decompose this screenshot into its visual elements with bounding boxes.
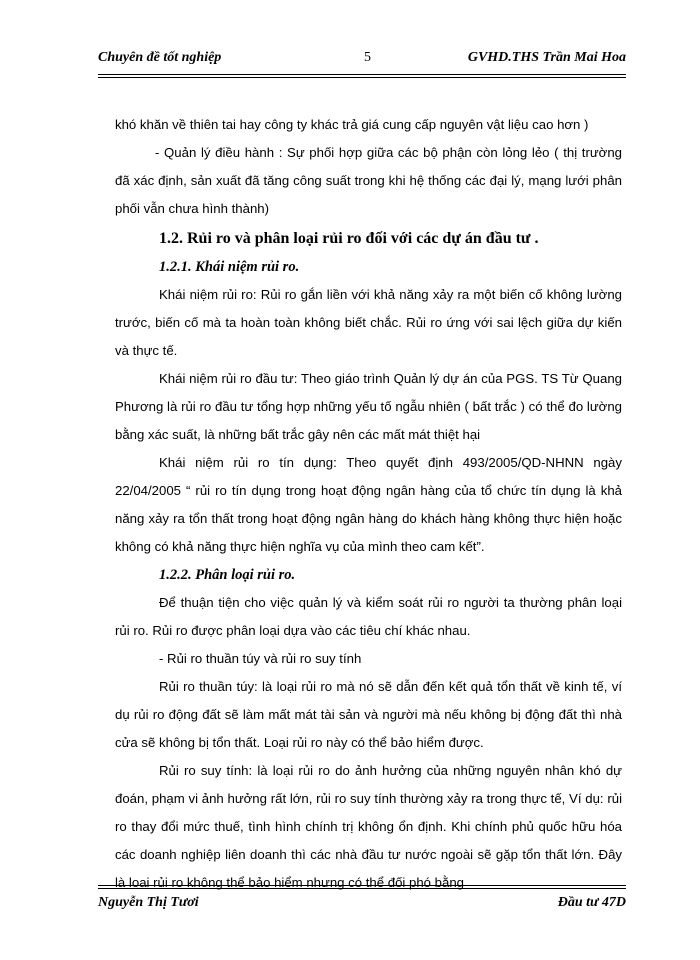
paragraph-credit-risk: Khái niệm rủi ro tín dụng: Theo quyết định 493/2005/QD-NHNN ngày 22/04/2005 “ rủi ro tín dụng trong hoạt động ngân hàng của tổ chức tín dụng là khả năng xảy ra tổn thất trong hoạt động ngân hàng do khách hàng không thực hiện hoặc không có khả năng thực hiện nghĩa vụ của mình theo cam kết”. — [115, 455, 622, 554]
page-body — [115, 111, 622, 897]
footer-class: Đầu tư 47D — [557, 895, 626, 910]
footer-divider — [98, 885, 626, 889]
page-header — [98, 50, 626, 70]
paragraph-investment-risk: Khái niệm rủi ro đầu tư: Theo giáo trình Quản lý dự án của PGS. TS Từ Quang Phương là rủi ro đầu tư tổng hợp những yếu tố ngẫu nhiên ( bất trắc ) có thể đo lường bằng xác suất, là những bất trắc gây nên các mất mát thiệt hại — [115, 371, 622, 442]
header-document-type: Chuyên đề tốt nghiệp — [98, 50, 222, 65]
subsection-heading-1-2-1: 1.2.1. Khái niệm rủi ro. — [159, 259, 300, 275]
paragraph-pure-risk: Rủi ro thuần túy: là loại rủi ro mà nó sẽ dẫn đến kết quả tổn thất về kinh tế, ví dụ rủi ro động đất sẽ làm mất mát tài sản và người mà nếu không bị động đất thì nhà cửa sẽ không bị tổn thất. Loại rủi ro này có thể bảo hiểm được. — [115, 679, 622, 750]
page-number: 5 — [364, 50, 371, 65]
header-divider — [98, 74, 626, 78]
page-footer — [98, 895, 626, 915]
paragraph-management: - Quản lý điều hành : Sự phối hợp giữa các bộ phận còn lỏng lẻo ( thị trường đã xác định, sản xuất đã tăng công suất trong khi hệ thống các đại lý, mạng lưới phân phối vẫn chưa hình thành) — [115, 145, 622, 216]
paragraph-speculative-risk: Rủi ro suy tính: là loại rủi ro do ảnh hưởng của những nguyên nhân khó dự đoán, phạm vi ảnh hưởng rất lớn, rủi ro suy tính thường xảy ra trong thực tế, Ví dụ: rủi ro thay đổi mức thuế, tình hình chính trị không ổn định. Khi chính phủ quốc hữu hóa các doanh nghiệp liên doanh thì các nhà đầu tư nước ngoài sẽ gặp tổn thất lớn. Đây là loại rủi ro không thể bảo hiểm nhưng có thể đối phó bằng — [115, 763, 622, 890]
list-item-pure-speculative: - Rủi ro thuần túy và rủi ro suy tính — [159, 651, 362, 666]
footer-author: Nguyễn Thị Tươi — [98, 895, 199, 910]
header-supervisor: GVHD.THS Trần Mai Hoa — [467, 50, 626, 65]
paragraph-continued: khó khăn về thiên tai hay công ty khác trả giá cung cấp nguyên vật liệu cao hơn ) — [115, 117, 589, 132]
subsection-heading-1-2-2: 1.2.2. Phân loại rủi ro. — [159, 567, 296, 583]
paragraph-risk-definition: Khái niệm rủi ro: Rủi ro gắn liền với khả năng xảy ra một biến cố không lường trước, biến cố mà ta hoàn toàn không biết chắc. Rủi ro ứng với sai lệch giữa dự kiến và thực tế. — [115, 287, 622, 358]
section-heading-1-2: 1.2. Rủi ro và phân loại rủi ro đối với các dự án đầu tư . — [159, 230, 539, 247]
paragraph-classification: Để thuận tiện cho việc quản lý và kiểm soát rủi ro người ta thường phân loại rủi ro. Rủi ro được phân loại dựa vào các tiêu chí khác nhau. — [115, 595, 622, 638]
